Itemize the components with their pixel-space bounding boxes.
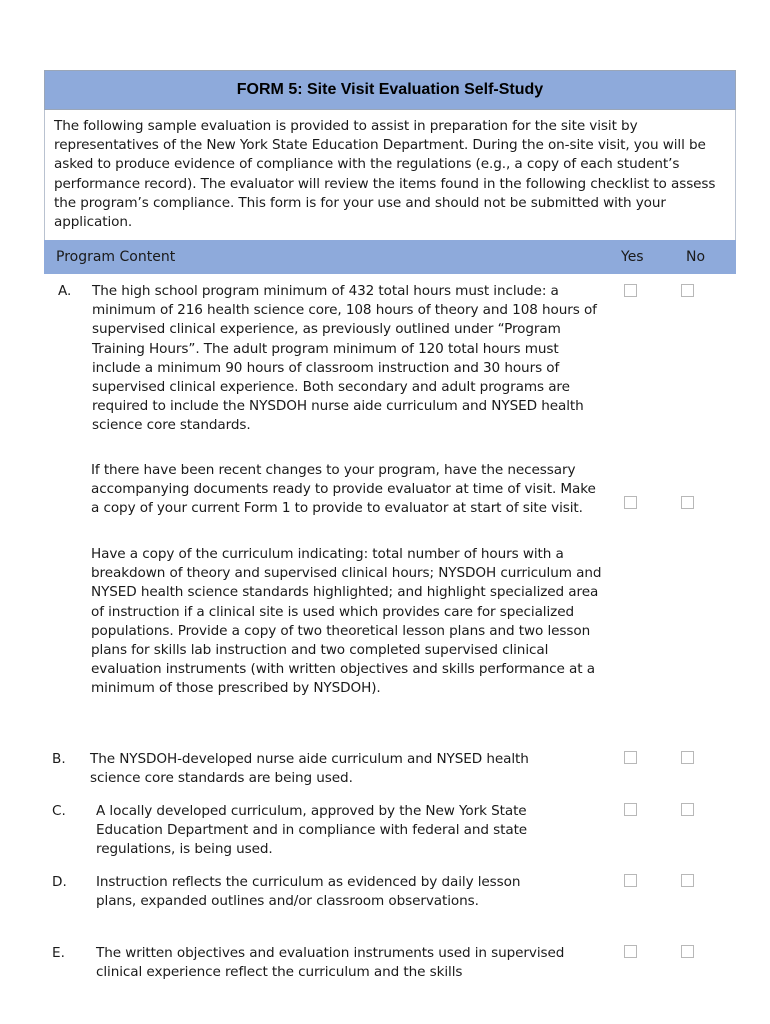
item-c-letter: C. [52,803,66,819]
item-e-text: The written objectives and evaluation instruments used in supervised clinical experience reflect the curriculum and the skills [96,945,565,981]
item-c-no-checkbox[interactable] [681,803,694,816]
yes-header: Yes [621,249,644,266]
item-d-letter: D. [52,874,67,890]
intro-text: The following sample evaluation is provided to assist in preparation for the site visit by representatives of the New York State Education Department. During the on-site visit, you will be asked to produce evidence of compliance with the regulations (e.g., a copy of each student’s performance record). The evaluator will review the items found in the following checklist to assess the program’s compliance. This form is for your use and should not be submitted with your application. [44,110,736,240]
item-b-text: The NYSDOH-developed nurse aide curriculum and NYSED health science core standards are being used. [90,751,529,787]
table-header [44,240,736,274]
item-a-no-checkbox[interactable] [681,284,694,297]
form-title: FORM 5: Site Visit Evaluation Self-Study [44,70,736,110]
self-study-form [44,70,736,274]
item-a-yes-checkbox[interactable] [624,284,637,297]
item-a-paragraph-3: Have a copy of the curriculum indicating: total number of hours with a breakdown of theory and supervised clinical hours; NYSDOH curriculum and NYSED health science standards highlighted; and highlight specialized area of instruction if a clinical site is used which provides care for specialized populations. Provide a copy of two theoretical lesson plans and two lesson plans for skills lab instruction and two completed supervised clinical evaluation instruments (with written objectives and skills performance at a minimum of those prescribed by NYSDOH). [91,546,602,697]
item-a2-no-checkbox[interactable] [681,496,694,509]
item-d-yes-checkbox[interactable] [624,874,637,887]
item-c-yes-checkbox[interactable] [624,803,637,816]
item-a2-yes-checkbox[interactable] [624,496,637,509]
item-e-no-checkbox[interactable] [681,945,694,958]
item-b-no-checkbox[interactable] [681,751,694,764]
program-content-header: Program Content [56,249,176,266]
item-b-letter: B. [52,751,66,767]
item-a-paragraph-2: If there have been recent changes to your program, have the necessary accompanying documents ready to provide evaluator at time of visit. Make a copy of your current Form 1 to provide to evaluator at start of site visit. [91,462,596,517]
item-c-text: A locally developed curriculum, approved by the New York State Education Department and in compliance with federal and state regulations, is being used. [96,803,528,858]
item-d-text: Instruction reflects the curriculum as evidenced by daily lesson plans, expanded outlines and/or classroom observations. [96,874,521,910]
item-e-yes-checkbox[interactable] [624,945,637,958]
item-a-letter: A. [58,283,72,299]
no-header: No [686,249,706,266]
item-a-paragraph-1: The high school program minimum of 432 total hours must include: a minimum of 216 health science core, 108 hours of theory and 108 hours of supervised clinical experience, as previously outlined under “Program Training Hours”. The adult program minimum of 120 total hours must include a minimum 90 hours of classroom instruction and 30 hours of supervised clinical experience. Both secondary and adult programs are required to include the NYSDOH nurse aide curriculum and NYSED health science core standards. [92,283,597,434]
item-b-yes-checkbox[interactable] [624,751,637,764]
item-d-no-checkbox[interactable] [681,874,694,887]
item-e-letter: E. [52,945,65,961]
